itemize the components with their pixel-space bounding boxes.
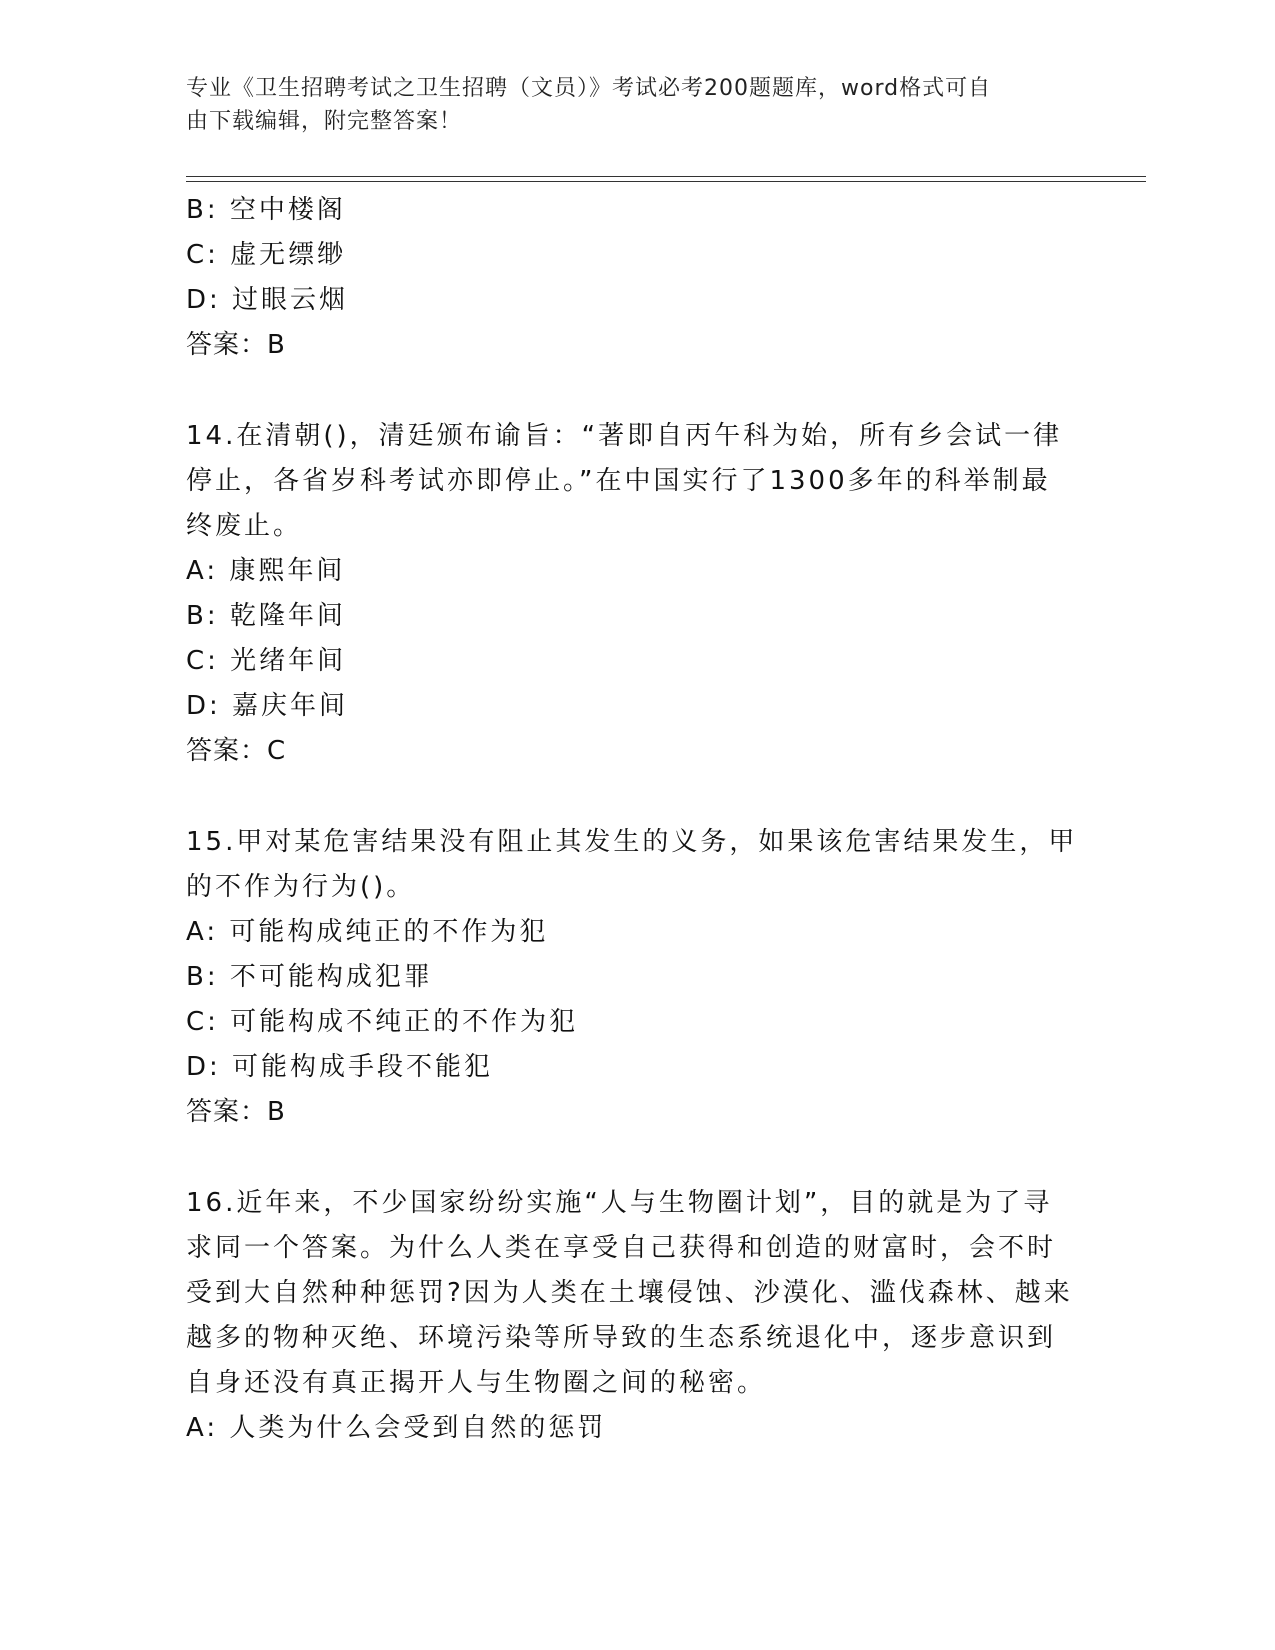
option-b: B: 乾隆年间: [186, 601, 346, 631]
question-list: [186, 188, 1078, 1451]
spacer: [186, 1135, 1066, 1181]
header-rule: [186, 181, 1146, 182]
answer: 答案：B: [186, 1097, 286, 1127]
option-c: C: 虚无缥缈: [186, 240, 347, 270]
question-stem-line: 的不作为行为()。: [186, 872, 416, 902]
question-stem-line: 14.在清朝()，清廷颁布谕旨：“著即自丙午科为始，所有乡会试一律: [186, 421, 1063, 451]
option-c: C: 可能构成不纯正的不作为犯: [186, 1007, 579, 1037]
question-stem-line: 停止，各省岁科考试亦即停止。”在中国实行了1300多年的科举制最: [186, 466, 1051, 496]
question-stem-line: 求同一个答案。为什么人类在享受自己获得和创造的财富时，会不时: [186, 1233, 1057, 1263]
header-rule: [186, 176, 1146, 177]
question-15: [186, 820, 1078, 1135]
question-stem-line: 自身还没有真正揭开人与生物圈之间的秘密。: [186, 1368, 767, 1398]
option-b: B: 不可能构成犯罪: [186, 962, 433, 992]
spacer: [186, 774, 1066, 820]
answer: 答案：C: [186, 736, 287, 766]
option-a: A: 康熙年间: [186, 556, 346, 586]
question-stem-line: 受到大自然种种惩罚?因为人类在土壤侵蚀、沙漠化、滥伐森林、越来: [186, 1278, 1073, 1308]
answer: 答案：B: [186, 330, 286, 360]
header-line: 专业《卫生招聘考试之卫生招聘（文员）》考试必考200题题库，word格式可自: [186, 76, 992, 101]
question-stem-line: 终废止。: [186, 511, 303, 541]
option-d: D: 过眼云烟: [186, 285, 349, 315]
question-16: [186, 1181, 1073, 1451]
question-14: [186, 414, 1066, 774]
spacer: [186, 368, 1066, 414]
header-line: 由下载编辑，附完整答案！: [186, 109, 463, 134]
option-d: D: 嘉庆年间: [186, 691, 349, 721]
option-a: A: 可能构成纯正的不作为犯: [186, 917, 549, 947]
document-header: [186, 72, 1086, 138]
question-stem-line: 越多的物种灭绝、环境污染等所导致的生态系统退化中，逐步意识到: [186, 1323, 1057, 1353]
question-stem-line: 16.近年来，不少国家纷纷实施“人与生物圈计划”，目的就是为了寻: [186, 1188, 1053, 1218]
option-a: A: 人类为什么会受到自然的惩罚: [186, 1413, 607, 1443]
question-stem-line: 15.甲对某危害结果没有阻止其发生的义务，如果该危害结果发生，甲: [186, 827, 1078, 857]
question-13-continued: [186, 188, 1066, 368]
option-b: B: 空中楼阁: [186, 195, 346, 225]
option-d: D: 可能构成手段不能犯: [186, 1052, 494, 1082]
option-c: C: 光绪年间: [186, 646, 347, 676]
